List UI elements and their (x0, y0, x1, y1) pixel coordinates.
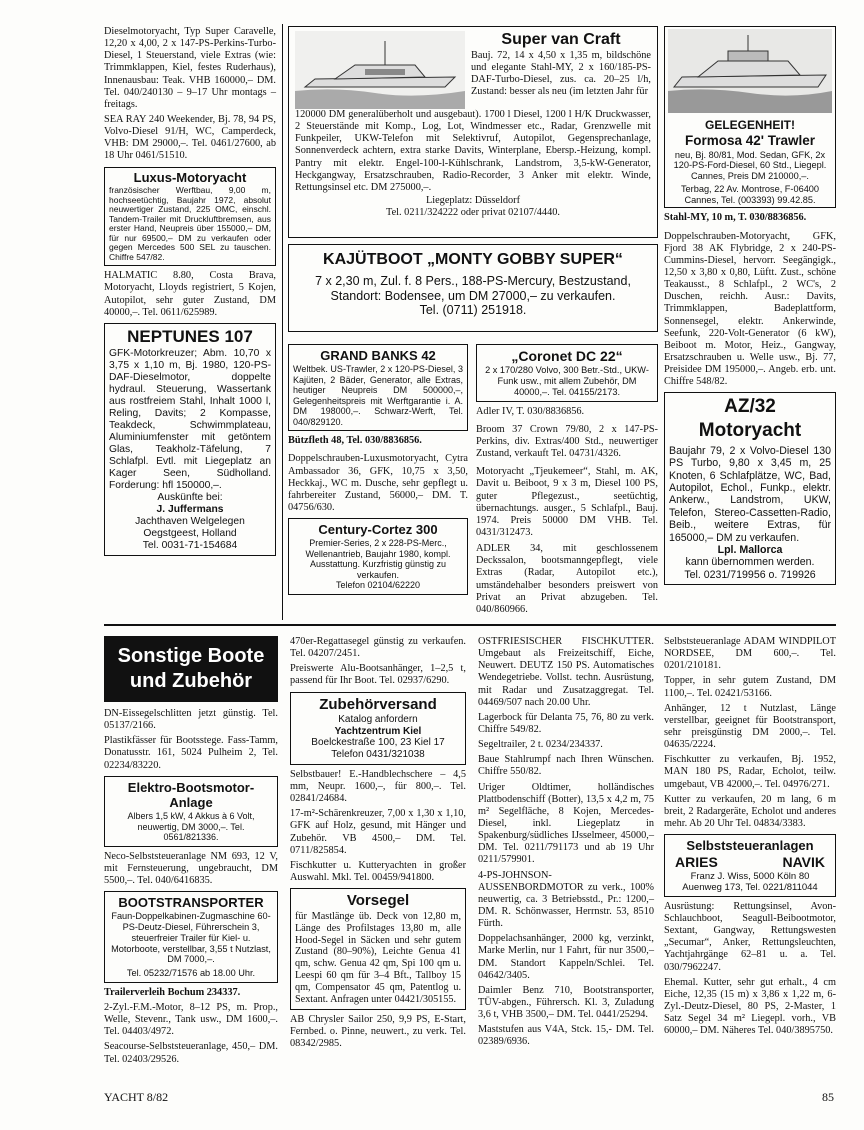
az-title-1: AZ/32 (724, 396, 776, 418)
az-text: Baujahr 79, 2 x Volvo-Diesel 130 PS Turbo, 9,80 x 3,45 m, 25 Knoten, 6 Schlafplätze, WC, Bad, Autopilot, Echol., Funkp., elektr. Ankerw., Landstrom, UKW, Telefon, Stereo-Cassetten-Radio, Beib., weitere Extras, für 165000,– DM zu verkaufen. (669, 444, 831, 544)
box-neptunes (104, 323, 276, 557)
box-coronet (476, 344, 658, 402)
box-az-32 (664, 392, 836, 585)
cc-title: Century-Cortez 300 (318, 522, 438, 538)
zv-title: Zubehörversand (319, 695, 437, 713)
ad-fischkutter: Fischkutter zu verkaufen, Bj. 1952, MAN 180 PS, Radar, Echolot, teilw. umgebaut, VB 42000,–. Tel. 04976/271. (664, 754, 836, 790)
formosa-text-1: neu, Bj. 80/81, Mod. Sedan, GFK, 2x 120-PS-Ford-Diesel, 60 Std., Liegepl. Cannes, Preis DM 210000,–. (673, 149, 827, 182)
box-super-van-craft (288, 26, 658, 238)
section-heading-line-2: und Zubehör (129, 670, 253, 692)
box-neptunes-contact-2: J. Juffermans (156, 504, 224, 516)
trawler-photo (668, 29, 832, 113)
monty-text-2: Standort: Bodensee, um DM 27000,– zu verkaufen. (330, 288, 616, 303)
svc-tel: Tel. 0211/324222 oder privat 02107/4440. (386, 207, 560, 219)
section-rule (104, 624, 836, 626)
ad-adler-iv: Adler IV, T. 030/8836856. (476, 405, 585, 417)
svc-text-1: Bauj. 72, 14 x 4,50 x 1,35 m, bildschöne und elegante Stahl-MY, 2 x 160/185-PS-DAF-Turbo-Diesel, zus. ca. 20–25 l/h, Zustand: besser als neu (im letzten Jahr für (471, 49, 651, 98)
box-neptunes-text: GFK-Motorkreuzer; Abm. 10,70 x 3,75 x 1,10 m, Bj. 1980, 120-PS-DAF-Dieselmotor, doppelte hydraul. Steuerung, Wassertank aus rostfreiem Stahl, Inhalt 1000 l, Reling, Davits; 2 Kompasse, Teakdeck, Schwimmplateau, Aluminiumfenster mit getöntem Glas, Teakholz-Täfelung, 7 Schlafpl. Evtl. mit Liegeplatz an Kager Seen, Südholland. Forderung: hfl 150000,–. (109, 347, 271, 492)
gb-title: GRAND BANKS 42 (320, 348, 436, 363)
column-rule (282, 24, 283, 620)
ad-topper: Topper, in sehr gutem Zustand, DM 1100,–. Tel. 02421/53166. (664, 675, 836, 699)
ad-sea-ray: SEA RAY 240 Weekender, Bj. 78, 94 PS, Volvo-Diesel 91/H, WC, Camperdeck, VHB: DM 29000,–. Tel. 0461/27600, ab 18 Uhr 0461/51510. (104, 113, 276, 162)
ad-chrysler: AB Chrysler Sailor 250, 9,9 PS, E-Start, Fernbed. o. Pinne, neuwert., zu verk. Tel. 08342/2985. (290, 1014, 466, 1050)
aries-title: Selbststeueranlagen (686, 838, 814, 854)
ad-ausruestung: Ausrüstung: Rettungsinsel, Avon-Schlauchboot, Seagull-Beibootmotor, Sextant, Gangway, Rettungswesten „Secumar“, Anker, Rettungsleuchten, Yachtjahrgänge 62–81 u. a. Tel. 030/7962247. (664, 900, 836, 973)
formosa-head: GELEGENHEIT! (704, 117, 795, 132)
aries-left: ARIES (675, 854, 718, 871)
ad-selbstbauer: Selbstbauer! E.-Handblechschere – 4,5 mm, Neupr. 1600,–, für 800,–. Tel. 02841/24684. (290, 768, 466, 805)
vs-title: Vorsegel (346, 892, 410, 910)
ad-ehemal-kutter: Ehemal. Kutter, sehr gut erhalt., 4 cm Eiche, 12,35 (15 m) x 3,86 x 1,22 m, 6-Zyl.-Deutz-Diesel, 80 PS, 2-Master, 1 Satz Segel 34 m² Liegepl. vorh., VB 60000,– DM. Näheres Tel. 040/3895750. (664, 976, 836, 1037)
ad-adam-windpilot: Selbststeueranlage ADAM WINDPILOT NORDSEE, DM 600,–. Tel. 0201/210181. (664, 636, 836, 672)
ad-stahlrumpf: Baue Stahlrumpf nach Ihren Wünschen. Chiffre 550/82. (478, 754, 654, 778)
bottom-column-2 (290, 636, 466, 1054)
ad-fischkutter-auswahl: Fischkutter u. Kutteryachten in großer Auswahl. Mkl. Tel. 00459/941800. (290, 859, 466, 883)
monty-title: KAJÜTBOOT „MONTY GOBBY SUPER“ (323, 251, 623, 268)
ad-470er: 470er-Regattasegel günstig zu verkaufen. Tel. 04207/2451. (290, 636, 466, 660)
zv-text-1: Katalog anfordern (338, 714, 418, 726)
ad-trailerverleih: Trailerverleih Bochum 234337. (104, 986, 241, 998)
box-grand-banks (288, 344, 468, 431)
ad-dn-eissegel: DN-Eissegelschlitten jetzt günstig. Tel. 05137/2166. (104, 708, 278, 732)
ad-fjord-38: Doppelschrauben-Motoryacht, GFK, Fjord 38 AK Flybridge, 2 x 240-PS-Cummins-Diesel, hervorr. Seegängigk., 12,50 x 3,80 x 0,80, Lüftt. Zust., schöne Teakausst., 8 Schlafpl., 2 WC's, 2 Duschen, reichh. Ausr.: Davits, Trimmklappen, Badeplattform, Sonnensegel, elektr. Ankerwinde, Seefunk, 220-Volt-Generator (6 kW), Beiboot m. Motor, Heiz., Gangway, Ersatzschrauben u. Welle usw., Bj. 77, Preisidee DM 195000,–. Angeb. erb. unt. Chiffre 548/82. (664, 230, 836, 388)
zv-text-2: Yachtzentrum Kiel (334, 725, 422, 737)
elektro-text: Albers 1,5 kW, 4 Akkus à 6 Volt, neuwertig, DM 3000,–. Tel. 0561/821336. (127, 811, 255, 843)
gb-text: Weltbek. US-Trawler, 2 x 120-PS-Diesel, 3 Kajüten, 2 Bäder, Generator, alle Extras, heutiger Neupreis DM 500000,–, Gelegenheitspreis mit Werftgarantie i. A. DM 198000,–. Schwarz-Werft, Tel. 040/829120. (293, 364, 463, 427)
coronet-title: „Coronet DC 22“ (511, 348, 623, 364)
box-neptunes-contact-1: Auskünfte bei: (157, 492, 223, 504)
ad-ostfriesischer: OSTFRIESISCHER FISCHKUTTER. Umgebaut als Freizeitschiff, Eiche, Neuwert. DEUTZ 150 PS. Automatisches Wendegetriebe. Vollst. techn. Ausrüstung, mit Radar und Zusatzaggregat. Tel. 04469/507 nach 20.00 Uhr. (478, 636, 654, 708)
boat-photo (295, 31, 465, 109)
ad-seacourse: Seacourse-Selbststeueranlage, 450,– DM. Tel. 02403/29526. (104, 1041, 278, 1065)
az-title-2: Motoryacht (698, 419, 802, 441)
box-luxus-text: französischer Werftbau, 9,00 m, hochseetüchtig, Baujahr 1972, absolut neuwertiger Zustand, 225 OMC, einschl. Tandem-Trailer mit Druckluftbremsen, aus erster Hand, Neupreis über 155000,– DM, für nur 69500,– DM zu verkaufen oder gegen Mercedes 500 SEL zu tauschen. Chiffre 547/82. (109, 185, 271, 262)
box-neptunes-contact-5: Tel. 0031-71-154684 (142, 540, 238, 552)
bottom-column-1 (104, 636, 278, 1069)
coronet-text: 2 x 170/280 Volvo, 300 Betr.-Std., UKW-Funk usw., mit allem Zubehör, DM 40000,–. Tel. 04155/2173. (485, 365, 649, 397)
az-tel: Tel. 0231/719956 o. 719926 (684, 568, 816, 581)
bottom-column-4 (664, 636, 836, 1040)
bt-text: Faun-Doppelkabinen-Zugmaschine 60-PS-Deutz-Diesel, Führerschein 3, steuerfreier Trailer für Kiel- u. Motorboote, verstellbar, 3,55 t Nutzlast, DM 7000,–. (111, 911, 271, 965)
svc-place: Liegeplatz: Düsseldorf (425, 194, 521, 206)
elektro-title: Elektro-Bootsmotor-Anlage (127, 779, 255, 810)
svc-title: Super van Craft (501, 31, 621, 48)
ad-cytra: Doppelschrauben-Luxusmotoryacht, Cytra Ambassador 36, GFK, 10,75 x 3,50, Heckkaj., WC m. Dusche, sehr gepflegt u. fahrbereiter Zustand, 56000,– DM. T. 04756/630. (288, 453, 468, 513)
ad-broom: Broom 37 Crown 79/80, 2 x 147-PS-Perkins, div. Extras/400 Std., neuwertiger Zustand, verkauft Tel. 04731/4326. (476, 423, 658, 460)
column-4 (664, 26, 836, 589)
ad-buetzfleth: Bützfleth 48, Tel. 030/8836856. (288, 435, 422, 447)
bt-tel: Tel. 05232/71576 ab 18.00 Uhr. (126, 968, 256, 979)
ad-uriger: Uriger Oldtimer, holländisches Plattbodenschiff (Botter), 13,5 x 4,2 m, 75 m² Segelfläche, 8 Kojen, Mercedes-Diesel, inkl. Liegeplatz in Spakenburg/südliches IJsselmeer, 45000,– DM. Tel. 0211/791173 und ab 19 Uhr 0211/579901. (478, 781, 654, 866)
box-vorsegel (290, 888, 466, 1010)
ad-dieselmotoryacht: Dieselmotoryacht, Typ Super Caravelle, 12,20 x 4,00, 2 x 147-PS-Perkins-Turbo-Diesel, 1 Steuerstand, viele Extras (wie: Trimmklappen, Kiel, festes Ruderhaus), Innenausbau: Teak. VHB 160000,– DM. Tel. 040/240130 – 9–17 Uhr montags – freitags. (104, 26, 276, 110)
aries-text-2: Auenweg 173, Tel. 0221/811044 (682, 881, 818, 893)
monty-text-1: 7 x 2,30 m, Zul. f. 8 Pers., 188-PS-Mercury, Bestzustand, (315, 273, 631, 288)
ad-2-zyl: 2-Zyl.-F.M.-Motor, 8–12 PS, m. Prop., Welle, Stevenr., Tank usw., DM 1600,–. Tel. 04403/4972. (104, 1002, 278, 1038)
box-bootstransporter (104, 891, 278, 983)
ad-anhaenger: Anhänger, 12 t Nutzlast, Länge verstellbar, geeignet für Bootstransport, sehr preisgünstig DM 2000,–. Tel. 04635/2224. (664, 702, 836, 751)
ad-kutter: Kutter zu verkaufen, 20 m lang, 6 m breit, 2 Radargeräte, Echolot und anderes mehr. Ab 20 Uhr Tel. 04834/3383. (664, 793, 836, 829)
section-heading (104, 636, 278, 702)
ad-neco: Neco-Selbststeueranlage NM 693, 12 V, mit Fernsteuerung, ungebraucht, DM 5500,–. Tel. 040/6416835. (104, 850, 278, 886)
ad-alu-anhaenger: Preiswerte Alu-Bootsanhänger, 1–2,5 t, passend für Ihr Boot. Tel. 02937/6290. (290, 663, 466, 687)
box-luxus-motoryacht (104, 167, 276, 267)
az-name: Lpl. Mallorca (717, 543, 783, 556)
box-luxus-title: Luxus-Motoryacht (133, 169, 247, 185)
ad-maststufen: Maststufen aus V4A, Stck. 15,- DM. Tel. 02389/6936. (478, 1024, 654, 1048)
bt-title: BOOTSTRANSPORTER (118, 895, 264, 911)
section-heading-line-1: Sonstige Boote (117, 645, 265, 667)
ad-stahl-my: Stahl-MY, 10 m, T. 030/8836856. (664, 212, 807, 224)
box-monty-gobby (288, 244, 658, 332)
monty-tel: Tel. (0711) 251918. (419, 303, 527, 318)
box-elektro (104, 776, 278, 847)
column-2a (288, 340, 468, 599)
box-century-cortez (288, 518, 468, 595)
ad-halmatic: HALMATIC 8.80, Costa Brava, Motoryacht, Lloyds registriert, 5 Kojen, Autopilot, sehr guter Zustand, DM 40000,–. Tel. 0611/625989. (104, 270, 276, 318)
ad-daimler: Daimler Benz 710, Bootstransporter, TÜV-abgen., Führersch. Kl. 3, Zuladung 3,6 t, VHB 3500,– DM. Tel. 0441/25294. (478, 984, 654, 1021)
box-neptunes-contact-4: Oegstgeest, Holland (143, 528, 237, 540)
vs-text: für Mastlänge üb. Deck von 12,80 m, Länge des Profilstages 13,80 m, alle Hood-Segel in Säcken und sehr gutem Zustand (80–90%), Leichte Genua 41 qm, schw. Genua 42 qm, Spi 100 qm u. Leespi 60 qm für 3–4 Bft., Tallboy 15 qm, Compensator 45 qm, Patentlog u. Sextant. Anfragen unter 04421/305155. (295, 910, 461, 1006)
zv-text-3: Boelckestraße 100, 23 Kiel 17 (311, 737, 445, 749)
column-2b (476, 340, 658, 619)
ad-adler-34: ADLER 34, mit geschlossenem Deckssalon, bootsmanngepflegt, viele Extras (Radar, Autopilot etc.), umständehalber besonders preiswert von Privat an Privat abzugeben. Tel. 040/860966. (476, 543, 658, 615)
aries-right: NAVIK (782, 854, 825, 871)
formosa-text-2: Terbag, 22 Av. Montrose, F-06400 Cannes, Tel. (003393) 99.42.85. (680, 183, 820, 205)
box-zubehoerversand (290, 692, 466, 765)
column-1 (104, 26, 276, 560)
formosa-title: Formosa 42' Trawler (684, 132, 816, 148)
box-formosa (664, 26, 836, 208)
cc-tel: Telefon 02104/62220 (335, 580, 421, 591)
box-neptunes-title: NEPTUNES 107 (127, 326, 253, 346)
cc-text: Premier-Series, 2 x 228-PS-Merc., Wellenantrieb, Baujahr 1980, kompl. Ausstattung. Kurzfristig günstig zu verkaufen. (305, 538, 451, 580)
footer-page-number: 85 (822, 1090, 834, 1104)
ad-schaerenkreuzer: 17-m²-Schärenkreuzer, 7,00 x 1,30 x 1,10, GFK auf Holz, gesund, mit Hänger und Zubehör. VB 4500,– DM. Tel. 0711/825854. (290, 808, 466, 856)
ad-tjeukemeer: Motoryacht „Tjeukemeer“, Stahl, m. AK, Davit u. Beiboot, 9 x 3 m, Diesel 100 PS, guter Pflegezust., seetüchtig, übernachtungs. ausger., 5 Schlafpl., Bauj. 1974. Preis 50000 DM VHB. Tel. 0431/312473. (476, 466, 658, 538)
az-text-2: kann übernommen werden. (685, 556, 815, 569)
box-neptunes-contact-3: Jachthaven Welgelegen (135, 516, 245, 528)
ad-lagerbock: Lagerbock für Delanta 75, 76, 80 zu verk. Chiffre 549/82. (478, 711, 654, 735)
ad-plastikfaesser: Plastikfässer für Bootsstege. Fass-Tamm, Donatusstr. 161, 5024 Pulheim 2, Tel. 02234/83220. (104, 735, 278, 771)
box-aries-navik (664, 834, 836, 897)
footer-left: YACHT 8/82 (104, 1090, 169, 1104)
svc-text-2: 120000 DM generalüberholt und ausgebaut). 1700 l Diesel, 1200 l H/K Druckwasser, 2 Steuerstände mit Komp., Log, Lot, Windmesser etc., Radar, Grenzwelle mit Funkpeiler, UKW-Telefon mit Selektivruf, Autopilot, Gegensprechanlage, Sonnenverdeck achtern, extra starke Davits, Winterplane, Ebersp.-Heizung, kompl. Pantry mit elektr. Engel-100-l-Kühlschrank, Landstrom, 3,5-kW-Generator, Heckgangway, Ersatzschrauben, Radio-Recorder, 3 Anker mit elektr. Winde, Rettungsinsel etc. DM 275000,–. (295, 109, 651, 193)
aries-text-1: Franz J. Wiss, 5000 Köln 80 (690, 870, 810, 882)
zv-text-4: Telefon 0431/321038 (331, 749, 425, 761)
bottom-column-3 (478, 636, 654, 1052)
ad-johnson: 4-PS-JOHNSON-AUSSENBORDMOTOR zu verk., 100% neuwertig, ca. 3 Betriebsstd., Pr.: 1200,– DM. R. Schönwasser, Herrnstr. 53, 8510 Fürth. (478, 869, 654, 930)
ad-doppelachs: Doppelachsanhänger, 2000 kg, verzinkt, Marke Merlin, nur 1 Fahrt, für nur 3500,– DM. Standort Kappeln/Schlei. Tel. 04642/3405. (478, 933, 654, 981)
ad-segeltrailer: Segeltrailer, 2 t. 0234/234337. (478, 739, 603, 751)
